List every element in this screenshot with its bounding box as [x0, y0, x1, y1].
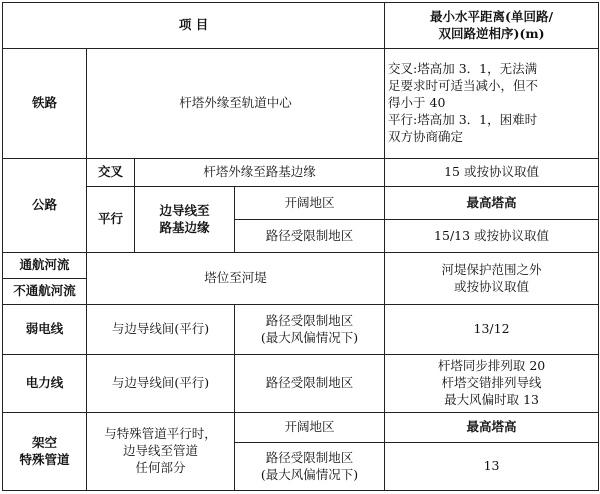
highway-restricted-value: 15/13 或按协议取值: [385, 220, 599, 253]
river-desc: 塔位至河堤: [87, 253, 385, 305]
weak-current-area: 路径受限制地区 (最大风偏情况下): [235, 305, 385, 355]
pipeline-open-value: 最高塔高: [385, 413, 599, 443]
pipeline-restricted-value: 13: [385, 443, 599, 491]
highway-parallel-label: 平行: [87, 187, 135, 253]
weak-current-value: 13/12: [385, 305, 599, 355]
pipeline-desc: 与特殊管道平行时， 边导线至管道 任何部分: [87, 413, 235, 491]
power-line-area: 路径受限制地区: [235, 355, 385, 413]
weak-current-category: 弱电线: [3, 305, 87, 355]
power-line-desc: 与边导线间(平行): [87, 355, 235, 413]
highway-restricted-area: 路径受限制地区: [235, 220, 385, 253]
highway-open-value: 最高塔高: [385, 187, 599, 220]
river-value: 河堤保护范围之外 或按协议取值: [385, 253, 599, 305]
highway-open-area: 开阔地区: [235, 187, 385, 220]
highway-cross-desc: 杆塔外缘至路基边缘: [135, 159, 385, 187]
railway-value: 交叉:塔高加 3．1，无法满 足要求时可适当减小，但不 得小于 40 平行:塔高加 3．1，困难时 双方协商确定: [385, 49, 599, 159]
highway-cross-value: 15 或按协议取值: [385, 159, 599, 187]
pipeline-restricted-area: 路径受限制地区 (最大风偏情况下): [235, 443, 385, 491]
highway-parallel-desc: 边导线至 路基边缘: [135, 187, 235, 253]
power-line-value: 杆塔同步排列取 20 杆塔交错排列导线 最大风偏时取 13: [385, 355, 599, 413]
river-navigable: 通航河流: [3, 253, 87, 279]
railway-desc: 杆塔外缘至轨道中心: [87, 49, 385, 159]
header-distance: 最小水平距离(单回路/ 双回路逆相序)(m): [385, 3, 599, 49]
railway-category: 铁路: [3, 49, 87, 159]
river-non-navigable: 不通航河流: [3, 279, 87, 305]
pipeline-open-area: 开阔地区: [235, 413, 385, 443]
header-item: 项 目: [3, 3, 385, 49]
pipeline-category: 架空 特殊管道: [3, 413, 87, 491]
highway-category: 公路: [3, 159, 87, 253]
highway-cross-label: 交叉: [87, 159, 135, 187]
power-line-category: 电力线: [3, 355, 87, 413]
distance-table: [2, 2, 599, 491]
weak-current-desc: 与边导线间(平行): [87, 305, 235, 355]
